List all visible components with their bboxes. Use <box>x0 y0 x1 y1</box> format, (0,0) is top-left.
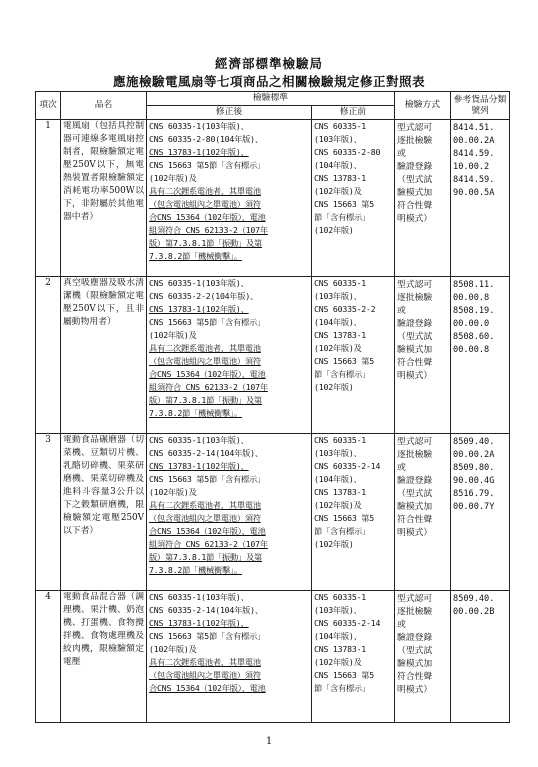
table-row <box>36 434 510 591</box>
standard-after-line: CNS 13783-1(102年版)、 <box>149 147 249 157</box>
table-body <box>36 120 510 723</box>
inspection-method-line: 或 <box>397 463 406 473</box>
inspection-method-line: 明模式） <box>397 528 433 538</box>
standard-after-line: 具有二次鋰系電池者，其單電池 <box>149 186 261 196</box>
inspection-method <box>395 120 451 277</box>
inspection-method-line: 明模式） <box>397 214 433 224</box>
standard-after-line: CNS 60335-1(103年版)、 <box>149 121 249 131</box>
item-number: 1 <box>36 120 61 277</box>
header-code: 參考貨品分類號列 <box>451 92 510 120</box>
inspection-method-line: 驗證登錄 <box>397 633 433 643</box>
header-name: 品名 <box>61 92 147 120</box>
inspection-method-line: 驗證登錄 <box>397 162 433 172</box>
inspection-method-line: 明模式） <box>397 685 433 695</box>
inspection-method-line: 逐批檢驗 <box>397 136 433 146</box>
inspection-method-line: 驗證登錄 <box>397 319 433 329</box>
inspection-method-line: （型式試 <box>397 332 433 342</box>
standard-before-line: CNS 60335-1 <box>314 121 367 131</box>
inspection-method <box>395 591 451 723</box>
standard-after-line: CNS 13783-1(102年版)、 <box>149 304 249 314</box>
inspection-method-line: 或 <box>397 620 406 630</box>
product-name: 電動食品碾磨器（切菜機、豆類切片機、乳酪切碎機、果菜研磨機、果菜切碎機及進料斗容量3公升以下之穀類研磨機，限檢驗額定電壓250V以下者） <box>61 434 147 591</box>
standard-after-line: (102年版)及 <box>149 173 197 183</box>
tariff-code-line: 00.00.2A <box>453 450 495 460</box>
standard-after-line: CNS 15663 第5節「含有標示」 <box>149 474 265 484</box>
standard-before-line: CNS 60335-2-80 <box>314 147 381 157</box>
standard-after-line: CNS 15663 第5節「含有標示」 <box>149 317 265 327</box>
header-num: 項次 <box>36 92 61 120</box>
table-row <box>36 591 510 723</box>
standard-after-line: 具有二次鋰系電池者，其單電池 <box>149 500 261 510</box>
standard-before-line: CNS 60335-2-2 <box>314 304 376 314</box>
item-number: 2 <box>36 277 61 434</box>
standard-before-line: 節「含有標示」 <box>314 526 370 536</box>
inspection-method-line: 驗模式加 <box>397 345 433 355</box>
standard-before-line: 節「含有標示」 <box>314 683 370 693</box>
inspection-method-line: 符合性聲 <box>397 201 433 211</box>
inspection-method <box>395 434 451 591</box>
header-method: 檢驗方式 <box>395 92 451 120</box>
standard-after-line: 合CNS 15364（102年版）、電池 <box>149 683 266 693</box>
inspection-method-line: 逐批檢驗 <box>397 450 433 460</box>
standard-after-line: CNS 60335-1(103年版)、 <box>149 435 249 445</box>
tariff-code-line: 8516.79. <box>453 489 495 499</box>
standard-before <box>312 277 395 434</box>
inspection-method-line: 驗模式加 <box>397 188 433 198</box>
tariff-code-line: 90.00.4G <box>453 476 495 486</box>
tariff-code-line: 8509.40. <box>453 594 495 604</box>
standard-after-line: 版）第7.3.8.1節「振動」及第 <box>149 552 262 562</box>
standard-after-line: 7.3.8.2節「機械衝擊」。 <box>149 565 242 575</box>
standard-after-line: （包含電池組內之單電池）須符 <box>149 513 261 523</box>
tariff-code-line: 8508.11. <box>453 280 495 290</box>
header-before: 修正前 <box>312 106 395 120</box>
tariff-code-line: 8509.40. <box>453 437 495 447</box>
inspection-method-line: 逐批檢驗 <box>397 607 433 617</box>
inspection-method-line: （型式試 <box>397 489 433 499</box>
header-after: 修正後 <box>147 106 312 120</box>
header-standard: 檢驗標準 <box>147 92 395 106</box>
standard-before-line: CNS 13783-1 <box>314 330 367 340</box>
standard-after-line: 合CNS 15364（102年版）、電池 <box>149 369 266 379</box>
standard-after-line: （包含電池組內之單電池）須符 <box>149 670 261 680</box>
standard-before-line: CNS 60335-1 <box>314 435 367 445</box>
tariff-code-line: 8414.51. <box>453 123 495 133</box>
standard-before-line: (104年版)、 <box>314 474 362 484</box>
standard-after-line: (102年版)及 <box>149 644 197 654</box>
tariff-code-line: 00.00.8 <box>453 345 490 355</box>
inspection-method-line: 型式認可 <box>397 280 433 290</box>
standard-after-line: CNS 15663 第5節「含有標示」 <box>149 631 265 641</box>
standard-before-line: (104年版)、 <box>314 631 362 641</box>
standard-before-line: (102年版) <box>314 225 354 235</box>
table-row <box>36 120 510 277</box>
standard-after-line: 具有二次鋰系電池者，其單電池 <box>149 343 261 353</box>
inspection-method-line: 驗證登錄 <box>397 476 433 486</box>
standard-after-line: (102年版)及 <box>149 330 197 340</box>
inspection-method-line: 驗模式加 <box>397 502 433 512</box>
tariff-code <box>451 591 510 723</box>
standard-before-line: CNS 15663 第5 <box>314 513 375 523</box>
standard-before-line: CNS 13783-1 <box>314 644 367 654</box>
standard-before-line: CNS 15663 第5 <box>314 356 375 366</box>
tariff-code <box>451 120 510 277</box>
standard-after-line: (102年版)及 <box>149 487 197 497</box>
comparison-table-container <box>35 91 509 723</box>
standard-before-line: CNS 60335-2-14 <box>314 618 381 628</box>
standard-after <box>147 434 312 591</box>
standard-before-line: CNS 60335-1 <box>314 592 367 602</box>
inspection-method <box>395 277 451 434</box>
standard-before-line: (104年版)、 <box>314 160 362 170</box>
inspection-method-line: 型式認可 <box>397 594 433 604</box>
tariff-code-line: 00.00.0 <box>453 319 490 329</box>
standard-before <box>312 591 395 723</box>
tariff-code-line: 8414.59. <box>453 149 495 159</box>
product-name: 真空吸塵器及吸水清潔機（限檢驗額定電壓250V以下，且非屬動物用者） <box>61 277 147 434</box>
standard-before-line: CNS 13783-1 <box>314 173 367 183</box>
inspection-method-line: 符合性聲 <box>397 358 433 368</box>
standard-after <box>147 277 312 434</box>
standard-after-line: CNS 13783-1(102年版)、 <box>149 618 249 628</box>
inspection-method-line: 驗模式加 <box>397 659 433 669</box>
tariff-code-line: 8509.80. <box>453 463 495 473</box>
standard-before-line: (102年版)及 <box>314 500 362 510</box>
standard-before-line: (102年版) <box>314 382 354 392</box>
standard-after-line: 版）第7.3.8.1節「振動」及第 <box>149 238 262 248</box>
tariff-code-line: 00.00.7Y <box>453 502 495 512</box>
standard-after-line: 合CNS 15364（102年版）、電池 <box>149 526 266 536</box>
inspection-method-line: 型式認可 <box>397 123 433 133</box>
standard-before-line: (102年版)及 <box>314 343 362 353</box>
product-name: 電動食品混合器（調理機、果汁機、奶泡機、打蛋機、食物攪拌機、食物處理機及絞肉機，限檢驗額定電壓 <box>61 591 147 723</box>
standard-after-line: 合CNS 15364（102年版）、電池 <box>149 212 266 222</box>
tariff-code-line: 8508.19. <box>453 306 495 316</box>
standard-before <box>312 434 395 591</box>
tariff-code-line: 90.00.5A <box>453 188 495 198</box>
standard-before-line: (103年版)、 <box>314 448 362 458</box>
tariff-code <box>451 277 510 434</box>
tariff-code-line: 8414.59. <box>453 175 495 185</box>
standard-before-line: (103年版)、 <box>314 291 362 301</box>
standard-after <box>147 120 312 277</box>
standard-after-line: 7.3.8.2節「機械衝擊」。 <box>149 251 242 261</box>
tariff-code-line: 00.00.8 <box>453 293 490 303</box>
standard-before-line: (102年版)及 <box>314 657 362 667</box>
standard-after-line: 7.3.8.2節「機械衝擊」。 <box>149 408 242 418</box>
standard-after-line: CNS 60335-2-14(104年版)、 <box>149 448 263 458</box>
standard-before-line: (104年版)、 <box>314 317 362 327</box>
standard-before-line: 節「含有標示」 <box>314 212 370 222</box>
standard-after <box>147 591 312 723</box>
standard-after-line: （包含電池組內之單電池）須符 <box>149 356 261 366</box>
page-title: 經濟部標準檢驗局 <box>214 56 323 71</box>
tariff-code-line: 10.00.2 <box>453 162 490 172</box>
standard-before-line: (103年版)、 <box>314 134 362 144</box>
page-subtitle: 應施檢驗電風扇等七項商品之相關檢驗規定修正對照表 <box>112 74 425 89</box>
standard-after-line: 組須符合 CNS 62133-2（107年 <box>149 382 268 392</box>
standard-after-line: CNS 15663 第5節「含有標示」 <box>149 160 265 170</box>
page-number: 1 <box>265 736 273 747</box>
standard-before-line: CNS 13783-1 <box>314 487 367 497</box>
standard-after-line: 組須符合 CNS 62133-2（107年 <box>149 225 268 235</box>
standard-before-line: (102年版) <box>314 539 354 549</box>
tariff-code-line: 00.00.2B <box>453 607 495 617</box>
standard-after-line: CNS 60335-2-2(104年版)、 <box>149 291 259 301</box>
tariff-code-line: 00.00.2A <box>453 136 495 146</box>
standard-after-line: CNS 60335-1(103年版)、 <box>149 278 249 288</box>
inspection-method-line: 逐批檢驗 <box>397 293 433 303</box>
standard-after-line: 具有二次鋰系電池者，其單電池 <box>149 657 261 667</box>
product-name: 電風扇（包括具控制器可連線多電風扇控制者，限檢驗額定電壓250V以下，無電熱裝置者限檢驗額定消耗電功率500W以下，非附屬於其他電器中者） <box>61 120 147 277</box>
standard-before-line: 節「含有標示」 <box>314 369 370 379</box>
inspection-method-line: 明模式） <box>397 371 433 381</box>
standard-before-line: CNS 60335-1 <box>314 278 367 288</box>
standard-before-line: CNS 60335-2-14 <box>314 461 381 471</box>
standard-before-line: (102年版)及 <box>314 186 362 196</box>
comparison-table <box>35 91 510 723</box>
item-number: 3 <box>36 434 61 591</box>
standard-after-line: CNS 60335-2-14(104年版)、 <box>149 605 263 615</box>
tariff-code-line: 8508.60. <box>453 332 495 342</box>
standard-after-line: （包含電池組內之單電池）須符 <box>149 199 261 209</box>
inspection-method-line: （型式試 <box>397 646 433 656</box>
inspection-method-line: （型式試 <box>397 175 433 185</box>
standard-before-line: CNS 15663 第5 <box>314 199 375 209</box>
tariff-code <box>451 434 510 591</box>
standard-after-line: CNS 60335-2-80(104年版)、 <box>149 134 263 144</box>
inspection-method-line: 或 <box>397 149 406 159</box>
inspection-method-line: 型式認可 <box>397 437 433 447</box>
standard-before <box>312 120 395 277</box>
inspection-method-line: 符合性聲 <box>397 672 433 682</box>
inspection-method-line: 符合性聲 <box>397 515 433 525</box>
standard-after-line: CNS 13783-1(102年版)、 <box>149 461 249 471</box>
item-number: 4 <box>36 591 61 723</box>
standard-before-line: (103年版)、 <box>314 605 362 615</box>
inspection-method-line: 或 <box>397 306 406 316</box>
table-row <box>36 277 510 434</box>
standard-before-line: CNS 15663 第5 <box>314 670 375 680</box>
standard-after-line: 版）第7.3.8.1節「振動」及第 <box>149 395 262 405</box>
standard-after-line: 組須符合 CNS 62133-2（107年 <box>149 539 268 549</box>
standard-after-line: CNS 60335-1(103年版)、 <box>149 592 249 602</box>
